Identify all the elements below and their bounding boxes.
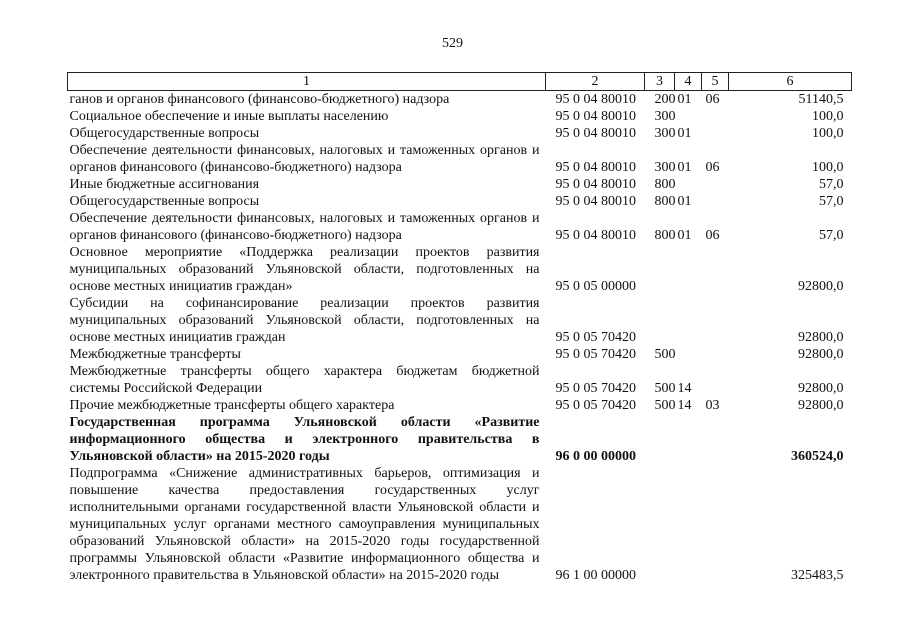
table-row <box>68 176 852 193</box>
row-subsection: 06 <box>705 92 720 107</box>
table-row <box>68 108 852 125</box>
row-name: ганов и органов финансового (финансово-бюджетного) надзора <box>69 92 450 107</box>
row-section: 01 <box>677 160 692 175</box>
row-name: Субсидии на софинансирование реализации проектов развития муниципальных образований Ульяновской области, подготовленных на основе местных инициатив граждан <box>69 296 540 345</box>
row-amount: 92800,0 <box>798 347 844 362</box>
table-row <box>68 142 852 176</box>
row-section <box>675 414 702 465</box>
table-row <box>68 397 852 414</box>
row-section <box>675 244 702 295</box>
row-name: Обеспечение деятельности финансовых, налоговых и таможенных органов и органов финансового (финансово-бюджетного) надзора <box>69 211 540 243</box>
row-expense-type: 800 <box>654 228 676 243</box>
row-subsection: 03 <box>705 398 720 413</box>
row-target-article: 95 0 04 80010 <box>555 228 636 243</box>
row-subsection <box>702 295 729 346</box>
budget-table <box>67 72 852 584</box>
header-col-6: 6 <box>729 73 852 91</box>
row-target-article: 95 0 04 80010 <box>555 126 636 141</box>
row-amount: 92800,0 <box>798 381 844 396</box>
row-expense-type: 300 <box>654 109 676 124</box>
row-amount: 57,0 <box>819 177 844 192</box>
row-name: Подпрограмма «Снижение административных барьеров, оптимизация и повышение качества предоставления государственных услуг исполнительными органами государственной власти Ульяновской области и муниципальных услуг органами местного самоуправления муниципальных образований Ульяновской области» на 2015-2020 годы государственной программы Ульяновской области «Развитие информационного общества и электронного правительства в Ульяновской области» на 2015-2020 годы <box>69 466 540 583</box>
row-target-article: 96 0 00 00000 <box>555 449 636 464</box>
row-amount: 51140,5 <box>798 92 844 107</box>
row-subsection <box>702 176 729 193</box>
row-target-article: 95 0 05 70420 <box>555 330 636 345</box>
row-amount: 100,0 <box>812 109 844 124</box>
row-subsection <box>702 125 729 142</box>
page-number: 529 <box>442 36 463 51</box>
row-amount: 100,0 <box>812 160 844 175</box>
row-subsection <box>702 346 729 363</box>
row-section <box>675 346 702 363</box>
row-amount: 57,0 <box>819 228 844 243</box>
row-name: Межбюджетные трансферты общего характера бюджетам бюджетной системы Российской Федерации <box>69 364 540 396</box>
row-expense-type: 500 <box>654 347 676 362</box>
table-body <box>68 91 852 585</box>
row-expense-type: 300 <box>654 126 676 141</box>
row-amount: 100,0 <box>812 126 844 141</box>
row-name: Основное мероприятие «Поддержка реализации проектов развития муниципальных образований Ульяновской области, подготовленных на основе местных инициатив граждан» <box>69 245 540 294</box>
header-col-1: 1 <box>68 73 546 91</box>
row-amount: 57,0 <box>819 194 844 209</box>
row-subsection: 06 <box>705 160 720 175</box>
table-row <box>68 363 852 397</box>
row-subsection <box>702 465 729 584</box>
row-amount: 360524,0 <box>791 449 844 464</box>
row-name: Прочие межбюджетные трансферты общего характера <box>69 398 395 413</box>
row-expense-type: 500 <box>654 381 676 396</box>
row-amount: 92800,0 <box>798 398 844 413</box>
row-expense-type <box>645 414 675 465</box>
row-section <box>675 108 702 125</box>
row-subsection: 06 <box>705 228 720 243</box>
row-target-article: 95 0 04 80010 <box>555 177 636 192</box>
table-row <box>68 193 852 210</box>
row-section: 01 <box>677 194 692 209</box>
row-amount: 325483,5 <box>791 568 844 583</box>
table-header <box>68 73 852 91</box>
table-row <box>68 414 852 465</box>
row-name: Социальное обеспечение и иные выплаты населению <box>69 109 389 124</box>
row-target-article: 95 0 04 80010 <box>555 92 636 107</box>
row-target-article: 95 0 04 80010 <box>555 160 636 175</box>
table-row <box>68 346 852 363</box>
row-section: 01 <box>677 126 692 141</box>
row-section: 14 <box>677 398 692 413</box>
header-col-2: 2 <box>546 73 645 91</box>
row-name: Иные бюджетные ассигнования <box>69 177 260 192</box>
header-col-5: 5 <box>702 73 729 91</box>
row-expense-type: 800 <box>654 194 676 209</box>
row-expense-type: 300 <box>654 160 676 175</box>
row-name: Обеспечение деятельности финансовых, налоговых и таможенных органов и органов финансового (финансово-бюджетного) надзора <box>69 143 540 175</box>
row-target-article: 95 0 05 70420 <box>555 381 636 396</box>
row-subsection <box>702 363 729 397</box>
row-name: Общегосударственные вопросы <box>69 194 260 209</box>
row-target-article: 95 0 05 70420 <box>555 398 636 413</box>
row-target-article: 95 0 04 80010 <box>555 194 636 209</box>
row-amount: 92800,0 <box>798 279 844 294</box>
row-expense-type <box>645 295 675 346</box>
row-expense-type <box>645 465 675 584</box>
header-col-4: 4 <box>675 73 702 91</box>
row-amount: 92800,0 <box>798 330 844 345</box>
row-subsection <box>702 414 729 465</box>
row-section: 01 <box>677 228 692 243</box>
row-section: 01 <box>677 92 692 107</box>
row-expense-type: 500 <box>654 398 676 413</box>
table-row <box>68 465 852 584</box>
row-subsection <box>702 193 729 210</box>
row-target-article: 95 0 05 00000 <box>555 279 636 294</box>
row-expense-type: 800 <box>654 177 676 192</box>
row-subsection <box>702 244 729 295</box>
table-row <box>68 91 852 109</box>
row-name: Общегосударственные вопросы <box>69 126 260 141</box>
table-row <box>68 295 852 346</box>
row-expense-type <box>645 244 675 295</box>
row-name: Государственная программа Ульяновской области «Развитие информационного общества и электронного правительства в Ульяновской области» на 2015-2020 годы <box>69 415 540 464</box>
row-subsection <box>702 108 729 125</box>
row-section <box>675 295 702 346</box>
table-row <box>68 125 852 142</box>
table-row <box>68 244 852 295</box>
row-expense-type: 200 <box>654 92 676 107</box>
row-section <box>675 176 702 193</box>
row-target-article: 96 1 00 00000 <box>555 568 636 583</box>
table-row <box>68 210 852 244</box>
row-target-article: 95 0 04 80010 <box>555 109 636 124</box>
row-section: 14 <box>677 381 692 396</box>
header-col-3: 3 <box>645 73 675 91</box>
row-name: Межбюджетные трансферты <box>69 347 241 362</box>
row-target-article: 95 0 05 70420 <box>555 347 636 362</box>
row-section <box>675 465 702 584</box>
